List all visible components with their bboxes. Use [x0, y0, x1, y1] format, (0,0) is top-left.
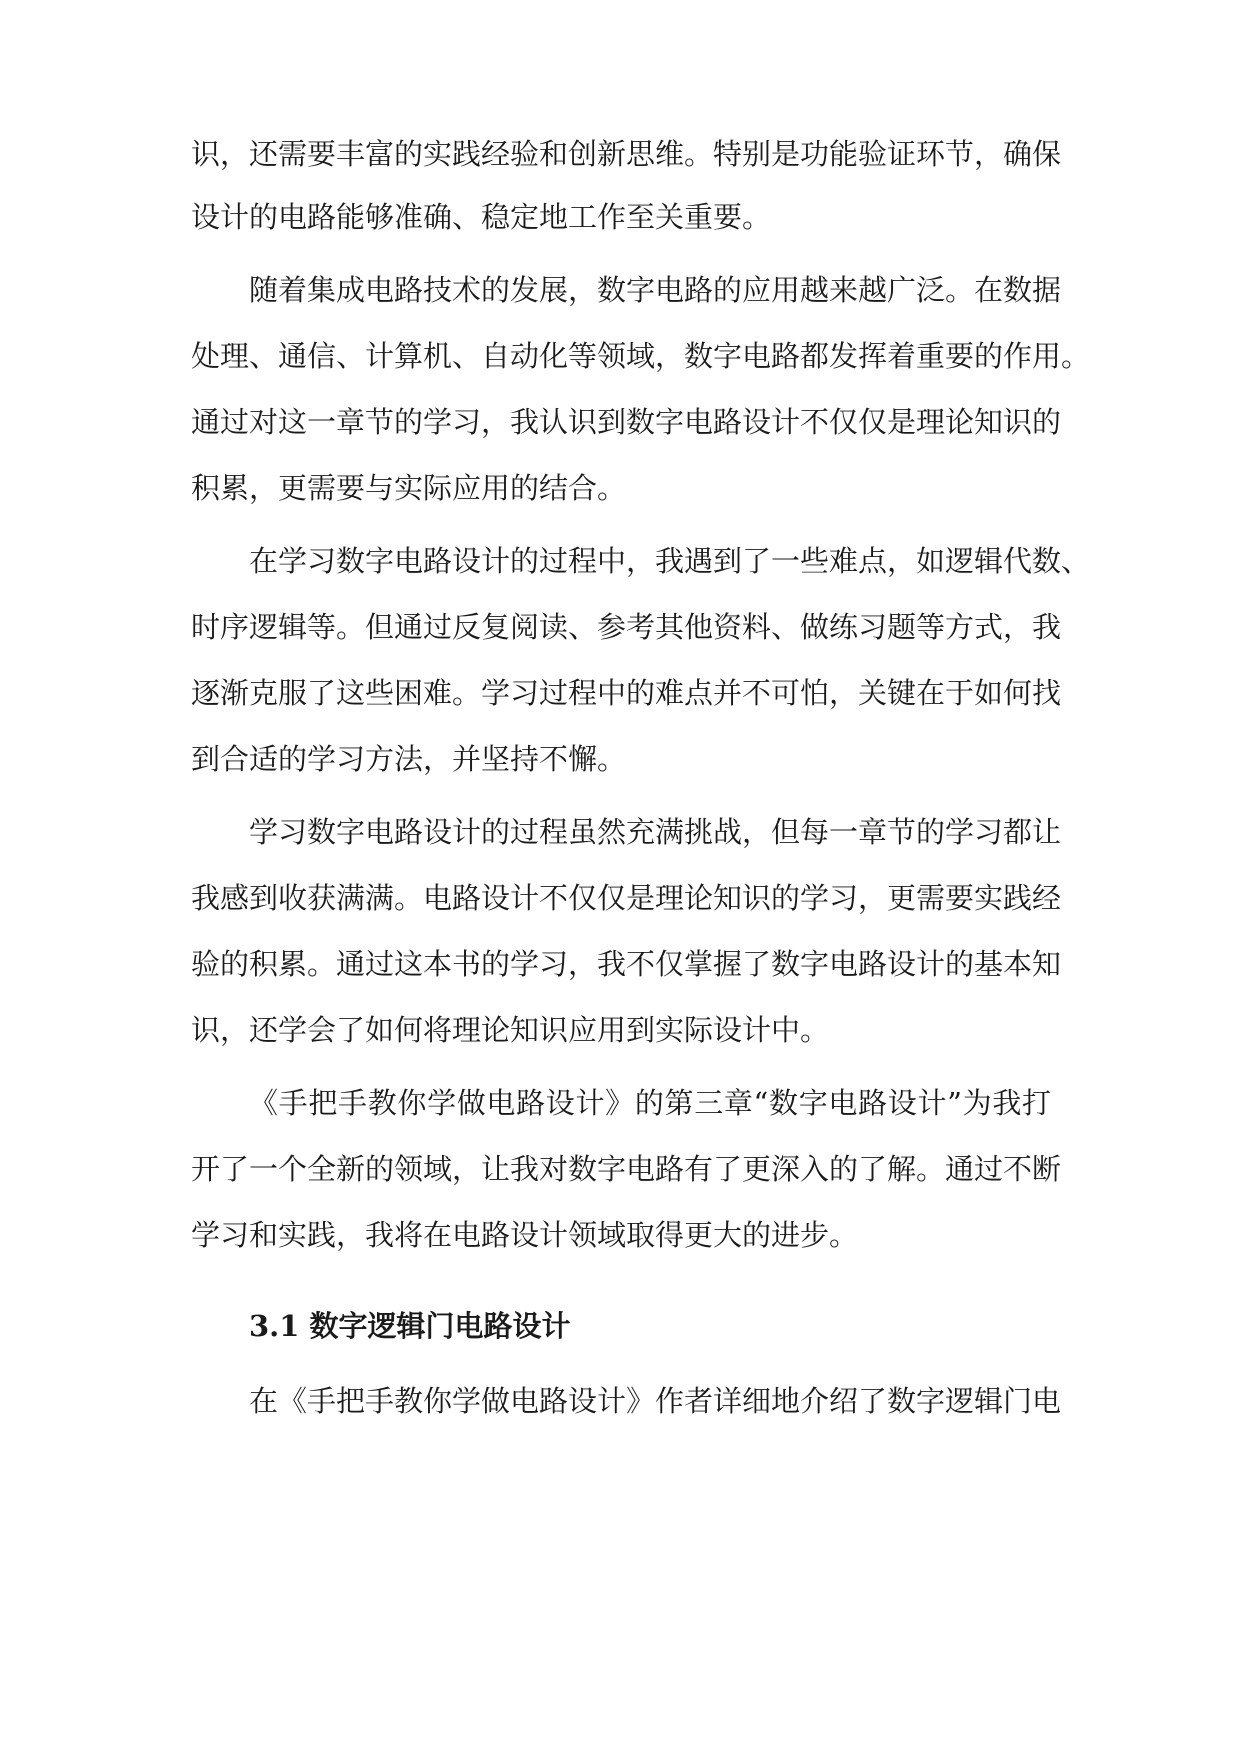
paragraph-5-line-1: 《手把手教你学做电路设计》的第三章“数字电路设计”为我打 [249, 1086, 1051, 1120]
paragraph-3-line-4: 到合适的学习方法，并坚持不懈。 [191, 742, 627, 776]
paragraph-5-line-3: 学习和实践，我将在电路设计领域取得更大的进步。 [191, 1218, 859, 1252]
paragraph-3-line-2: 时序逻辑等。但通过反复阅读、参考其他资料、做练习题等方式，我 [191, 610, 1062, 644]
paragraph-2-line-1: 随着集成电路技术的发展，数字电路的应用越来越广泛。在数据 [249, 273, 1062, 307]
paragraph-3-line-3: 逐渐克服了这些困难。学习过程中的难点并不可怕，关键在于如何找 [191, 676, 1062, 710]
paragraph-4-line-1: 学习数字电路设计的过程虽然充满挑战，但每一章节的学习都让 [249, 815, 1062, 849]
paragraph-4-line-3: 验的积累。通过这本书的学习，我不仅掌握了数字电路设计的基本知 [191, 947, 1062, 981]
paragraph-4-line-2: 我感到收获满满。电路设计不仅仅是理论知识的学习，更需要实践经 [191, 881, 1062, 915]
paragraph-2-line-4: 积累，更需要与实际应用的结合。 [191, 471, 627, 505]
paragraph-1-line-1: 识，还需要丰富的实践经验和创新思维。特别是功能验证环节，确保 [191, 137, 1062, 171]
paragraph-4-line-4: 识，还学会了如何将理论知识应用到实际设计中。 [191, 1013, 830, 1047]
paragraph-2-line-2: 处理、通信、计算机、自动化等领域，数字电路都发挥着重要的作用。 [191, 339, 1091, 373]
paragraph-6-line-1: 在《手把手教你学做电路设计》作者详细地介绍了数字逻辑门电 [249, 1384, 1062, 1418]
paragraph-1-line-2: 设计的电路能够准确、稳定地工作至关重要。 [191, 200, 772, 234]
paragraph-2-line-3: 通过对这一章节的学习，我认识到数字电路设计不仅仅是理论知识的 [191, 405, 1062, 439]
paragraph-5-line-2: 开了一个全新的领域，让我对数字电路有了更深入的了解。通过不断 [191, 1152, 1062, 1186]
paragraph-3-line-1: 在学习数字电路设计的过程中，我遇到了一些难点，如逻辑代数、 [249, 544, 1091, 578]
section-heading: 3.1 数字逻辑门电路设计 [249, 1309, 571, 1343]
